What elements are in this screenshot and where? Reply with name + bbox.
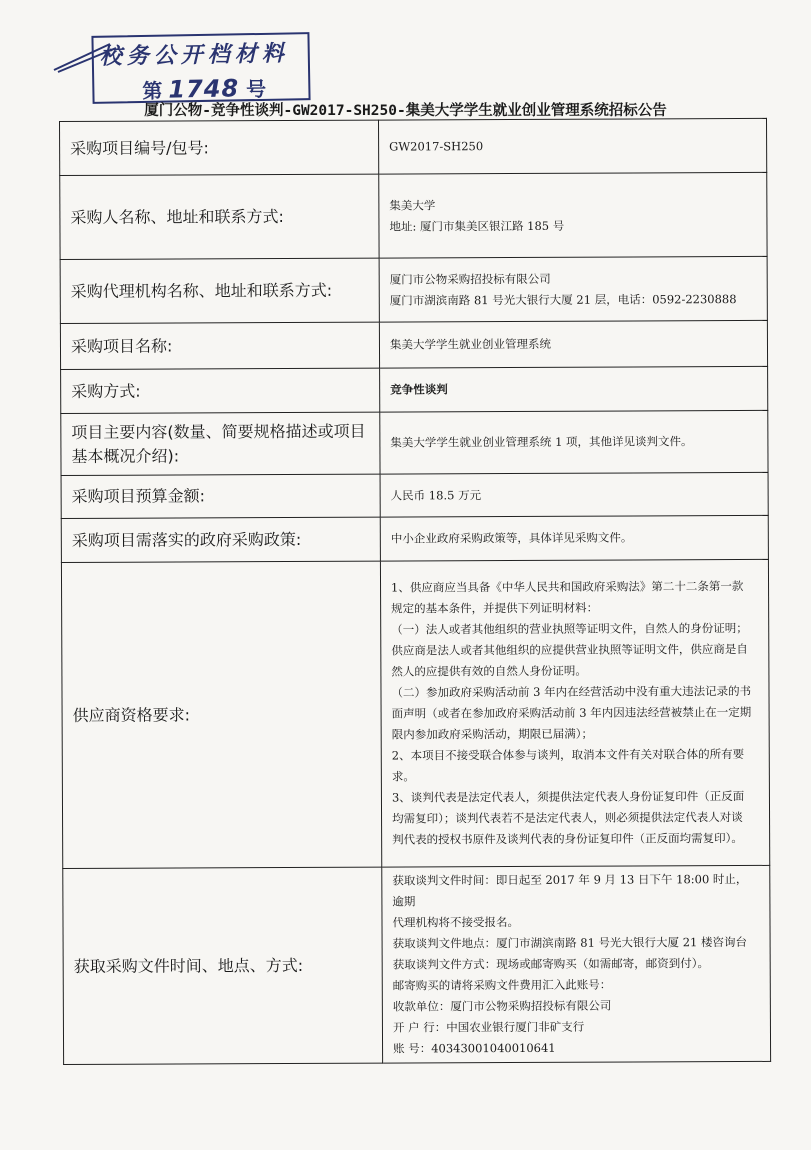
- value-line: 人民币 18.5 万元: [390, 487, 482, 503]
- value-line: 厦门市湖滨南路 81 号光大银行大厦 21 层，电话：0592-2230888: [389, 291, 737, 308]
- value-line: 集美大学学生就业创业管理系统: [389, 336, 552, 352]
- value-line: 集美大学: [389, 197, 436, 213]
- row-value: [380, 515, 768, 561]
- stamp-number: 1748: [168, 74, 240, 104]
- table-row: [61, 472, 768, 518]
- table-row: [61, 559, 769, 868]
- row-value: [380, 559, 769, 867]
- table-row: [60, 118, 767, 175]
- notice-table: [59, 118, 771, 1065]
- row-label: 采购人名称、地址和联系方式:: [60, 174, 379, 259]
- value-line: （一）法人或者其他组织的营业执照等证明文件，自然人的身份证明；: [391, 620, 748, 637]
- row-value: [380, 472, 768, 517]
- value-line: 厦门市公物采购招投标有限公司: [389, 271, 551, 287]
- value-line: 获取谈判文件时间：即日起至 2017 年 9 月 13 日下午 18:00 时止，逾期: [392, 872, 748, 909]
- table-row: [61, 410, 768, 475]
- value-line: 代理机构将不接受报名。: [392, 915, 520, 930]
- table-row: [61, 515, 768, 562]
- row-label: 采购方式:: [61, 368, 380, 413]
- row-label: 采购代理机构名称、地址和联系方式:: [60, 258, 379, 323]
- row-value: [378, 118, 766, 174]
- row-value: [382, 865, 771, 1063]
- value-line: 地址: 厦门市集美区银江路 185 号: [389, 218, 565, 234]
- stamp-number-suffix: 号: [245, 76, 267, 102]
- value-line: 3、谈判代表是法定代表人，须提供法定代表人身份证复印件（正反面: [391, 789, 745, 805]
- value-line: 然人的应提供有效的自然人身份证明。: [391, 663, 587, 679]
- row-label: 采购项目编号/包号:: [60, 120, 379, 175]
- row-label: 采购项目名称:: [60, 322, 379, 369]
- table-row: [61, 366, 768, 413]
- table-row: [63, 865, 771, 1064]
- value-line: 求。: [391, 769, 415, 784]
- table-row: [60, 256, 767, 323]
- value-line: 集美大学学生就业创业管理系统 1 项，其他详见谈判文件。: [390, 434, 693, 450]
- row-value: [380, 366, 768, 412]
- value-line: 均需复印）；谈判代表若不是法定代表人，则必须提供法定代表人对谈: [392, 810, 743, 826]
- value-line: 限内参加政府采购活动，期限已届满）；: [391, 726, 593, 742]
- value-line: 面声明（或者在参加政府采购活动前 3 年内因违法经营被禁止在一定期: [391, 704, 752, 721]
- stamp-number-prefix: 第: [142, 78, 163, 104]
- value-line: 收款单位：厦门市公物采购招投标有限公司: [392, 998, 612, 1014]
- table-row: [60, 172, 767, 259]
- row-label: 采购项目预算金额:: [61, 474, 380, 518]
- value-line: 开 户 行：中国农业银行厦门非矿支行: [392, 1019, 585, 1035]
- value-line: 中小企业政府采购政策等，具体详见采购文件。: [390, 530, 633, 546]
- row-label: 采购项目需落实的政府采购政策:: [61, 517, 380, 562]
- value-line: 邮寄购买的请将采购文件费用汇入此账号：: [392, 977, 612, 993]
- row-label: 供应商资格要求:: [61, 561, 381, 868]
- stamp-text: 校务公开档材料: [99, 41, 290, 70]
- row-label: 项目主要内容(数量、简要规格描述或项目基本概况介绍):: [61, 412, 380, 475]
- value-line: 2、本项目不接受联合体参与谈判，取消本文件有关对联合体的所有要: [391, 747, 745, 763]
- row-value: [379, 320, 767, 368]
- value-line: GW2017-SH250: [389, 139, 484, 154]
- row-value: [379, 256, 767, 322]
- archive-stamp: [91, 32, 310, 104]
- row-value: [379, 172, 767, 258]
- value-line: 获取谈判文件方式：现场或邮寄购买（如需邮寄，邮资到付）。: [392, 956, 709, 972]
- document-title: 厦门公物-竞争性谈判-GW2017-SH250-集美大学学生就业创业管理系统招标公告: [144, 103, 667, 119]
- value-line: 账 号：40343001040010641: [393, 1040, 556, 1056]
- value-line: 获取谈判文件地点：厦门市湖滨南路 81 号光大银行大厦 21 楼咨询台: [392, 935, 748, 951]
- value-line: 供应商是法人或者其他组织的应提供营业执照等证明文件，供应商是自: [391, 641, 748, 658]
- value-line: （二）参加政府采购活动前 3 年内在经营活动中没有重大违法记录的书: [391, 683, 752, 700]
- value-line: 判代表的授权书原件及谈判代表的身份证复印件（正反面均需复印）。: [392, 831, 743, 847]
- value-line: 竞争性谈判: [390, 382, 448, 397]
- value-line: 1、供应商应当具备《中华人民共和国政府采购法》第二十二条第一款: [391, 579, 744, 595]
- row-label: 获取采购文件时间、地点、方式:: [63, 867, 383, 1064]
- value-line: 规定的基本条件，并提供下列证明材料：: [391, 600, 599, 616]
- row-value: [380, 410, 768, 474]
- table-row: [60, 320, 767, 369]
